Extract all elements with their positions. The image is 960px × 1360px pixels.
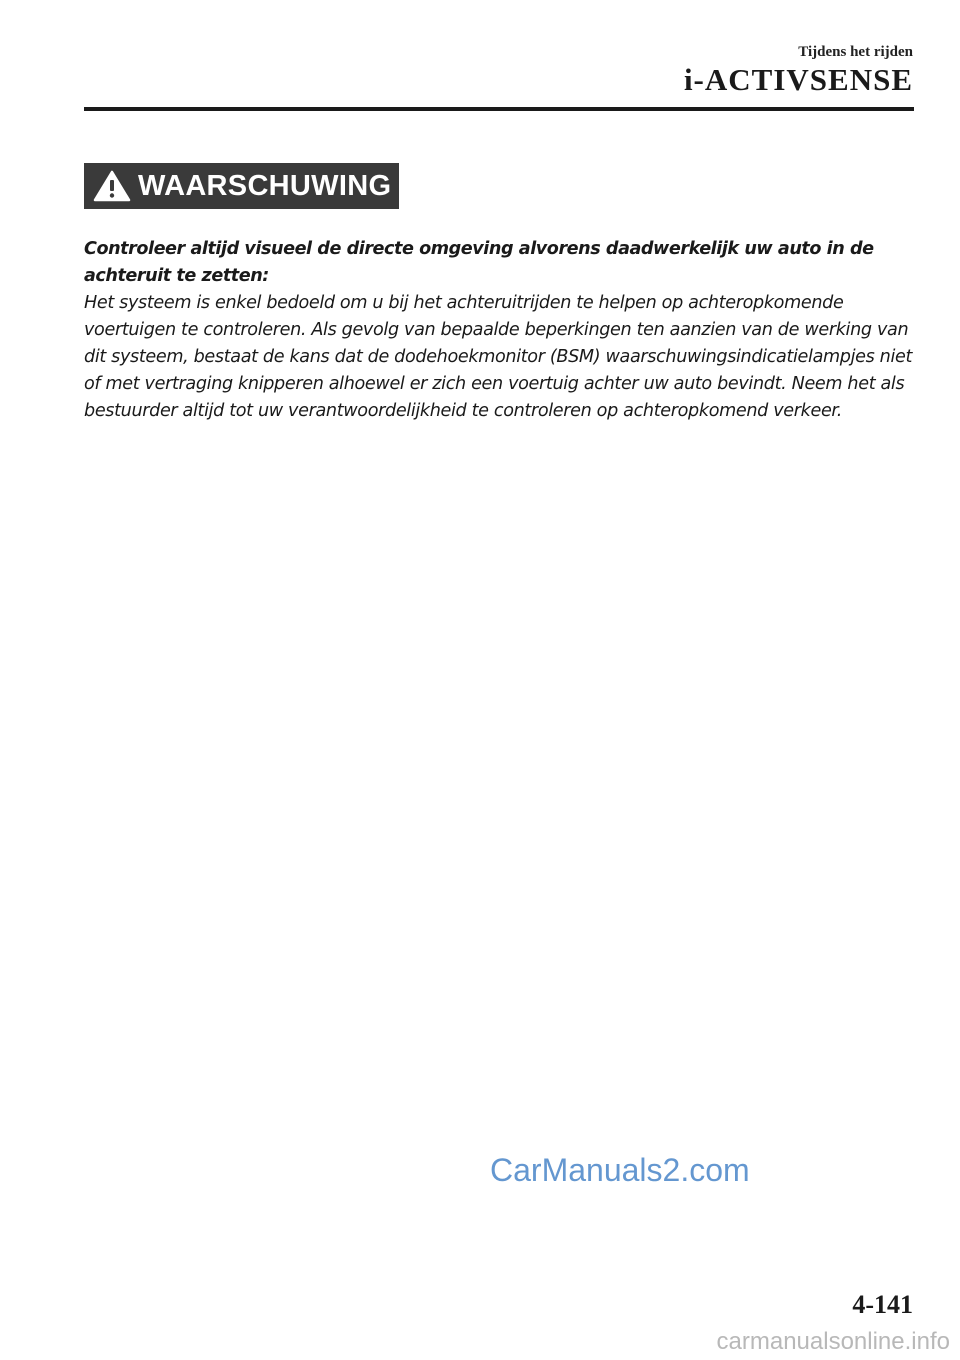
chapter-title: i-ACTIVSENSE xyxy=(683,62,913,97)
warning-triangle-icon xyxy=(92,169,132,203)
warning-banner xyxy=(84,163,399,209)
page-number: 4-141 xyxy=(852,1290,913,1319)
warning-body-text: Het systeem is enkel bedoeld om u bij het achteruitrijden te helpen op achteropkomende voertuigen te controleren. Als gevolg van bepaalde beperkingen ten aanzien van de werking van dit systeem, bestaat de kans dat de dodehoekmonitor (BSM) waarschuwingsindicatielampjes niet of met vertraging knipperen alhoewel er zich een voertuig achter uw auto bevindt. Neem het als bestuurder altijd tot uw verantwoordelijkheid te controleren op achteropkomend verkeer. xyxy=(84,293,913,421)
warning-heading: Controleer altijd visueel de directe omgeving alvorens daadwerkelijk uw auto in de achteruit te zetten: xyxy=(84,239,874,286)
section-title: Tijdens het rijden xyxy=(798,44,913,60)
footer-watermark: carmanualsonline.info xyxy=(716,1328,950,1355)
warning-content xyxy=(84,236,914,425)
header-divider xyxy=(84,107,914,111)
watermark-logo: CarManuals2.com xyxy=(490,1152,750,1188)
warning-label: WAARSCHUWING xyxy=(138,169,392,202)
